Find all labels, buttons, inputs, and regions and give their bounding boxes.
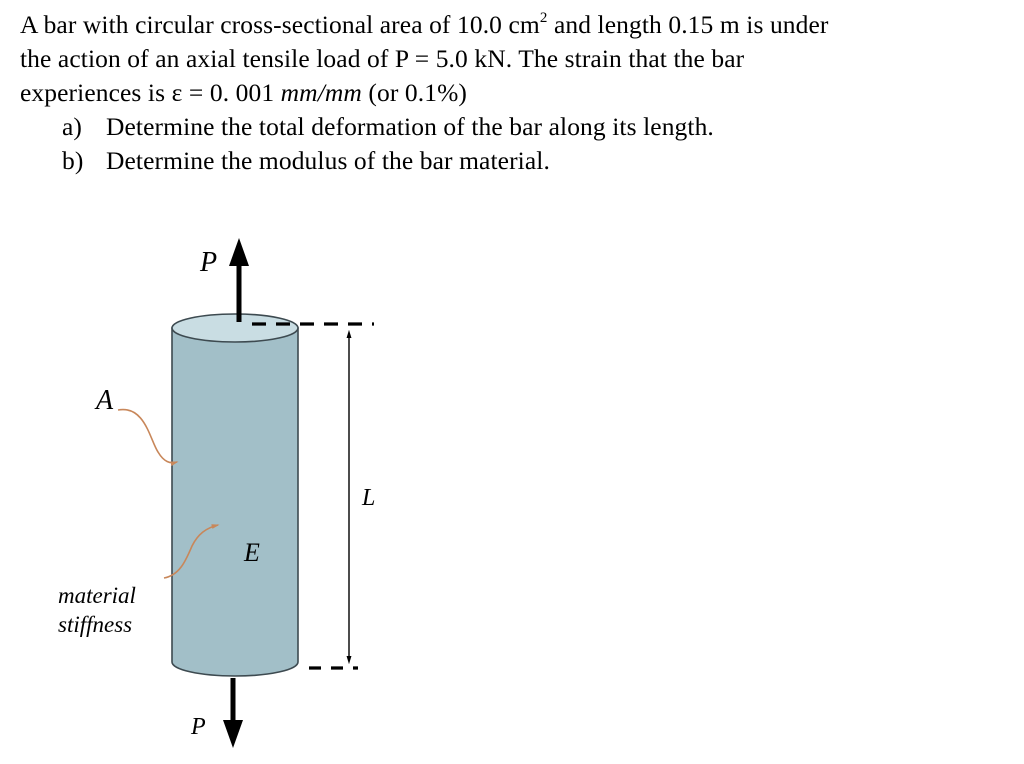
load-label-top: P: [200, 247, 218, 278]
length-label: L: [362, 485, 376, 511]
area-leader-line: [118, 410, 177, 463]
problem-line-1-tail: and length 0.15 m is under: [547, 10, 829, 39]
part-a-text: Determine the total deformation of the bar along its length.: [106, 112, 714, 141]
top-load-arrow: [229, 238, 249, 322]
area-unit-exponent: 2: [539, 9, 548, 26]
load-label-bottom: P: [191, 714, 206, 740]
modulus-label: E: [244, 538, 260, 567]
part-b-marker: b): [62, 146, 84, 175]
part-a-marker: a): [62, 112, 83, 141]
bar-body: [172, 328, 298, 676]
stiffness-label-line-2: stiffness: [58, 612, 133, 637]
part-b-text: Determine the modulus of the bar material.: [106, 146, 550, 175]
bottom-load-arrow: [223, 678, 243, 748]
strain-unit: mm/mm: [280, 78, 362, 107]
bar-top-face: [172, 314, 298, 342]
stiffness-label-line-1: material: [58, 583, 136, 608]
strain-text: experiences is ε = 0. 001: [20, 78, 281, 107]
strain-percent: (or 0.1%): [361, 78, 468, 107]
problem-line-2: the action of an axial tensile load of P = 5.0 kN. The strain that the bar: [20, 44, 745, 73]
area-label: A: [96, 385, 114, 416]
problem-line-1-text: A bar with circular cross-sectional area of 10.0 cm: [20, 10, 540, 39]
